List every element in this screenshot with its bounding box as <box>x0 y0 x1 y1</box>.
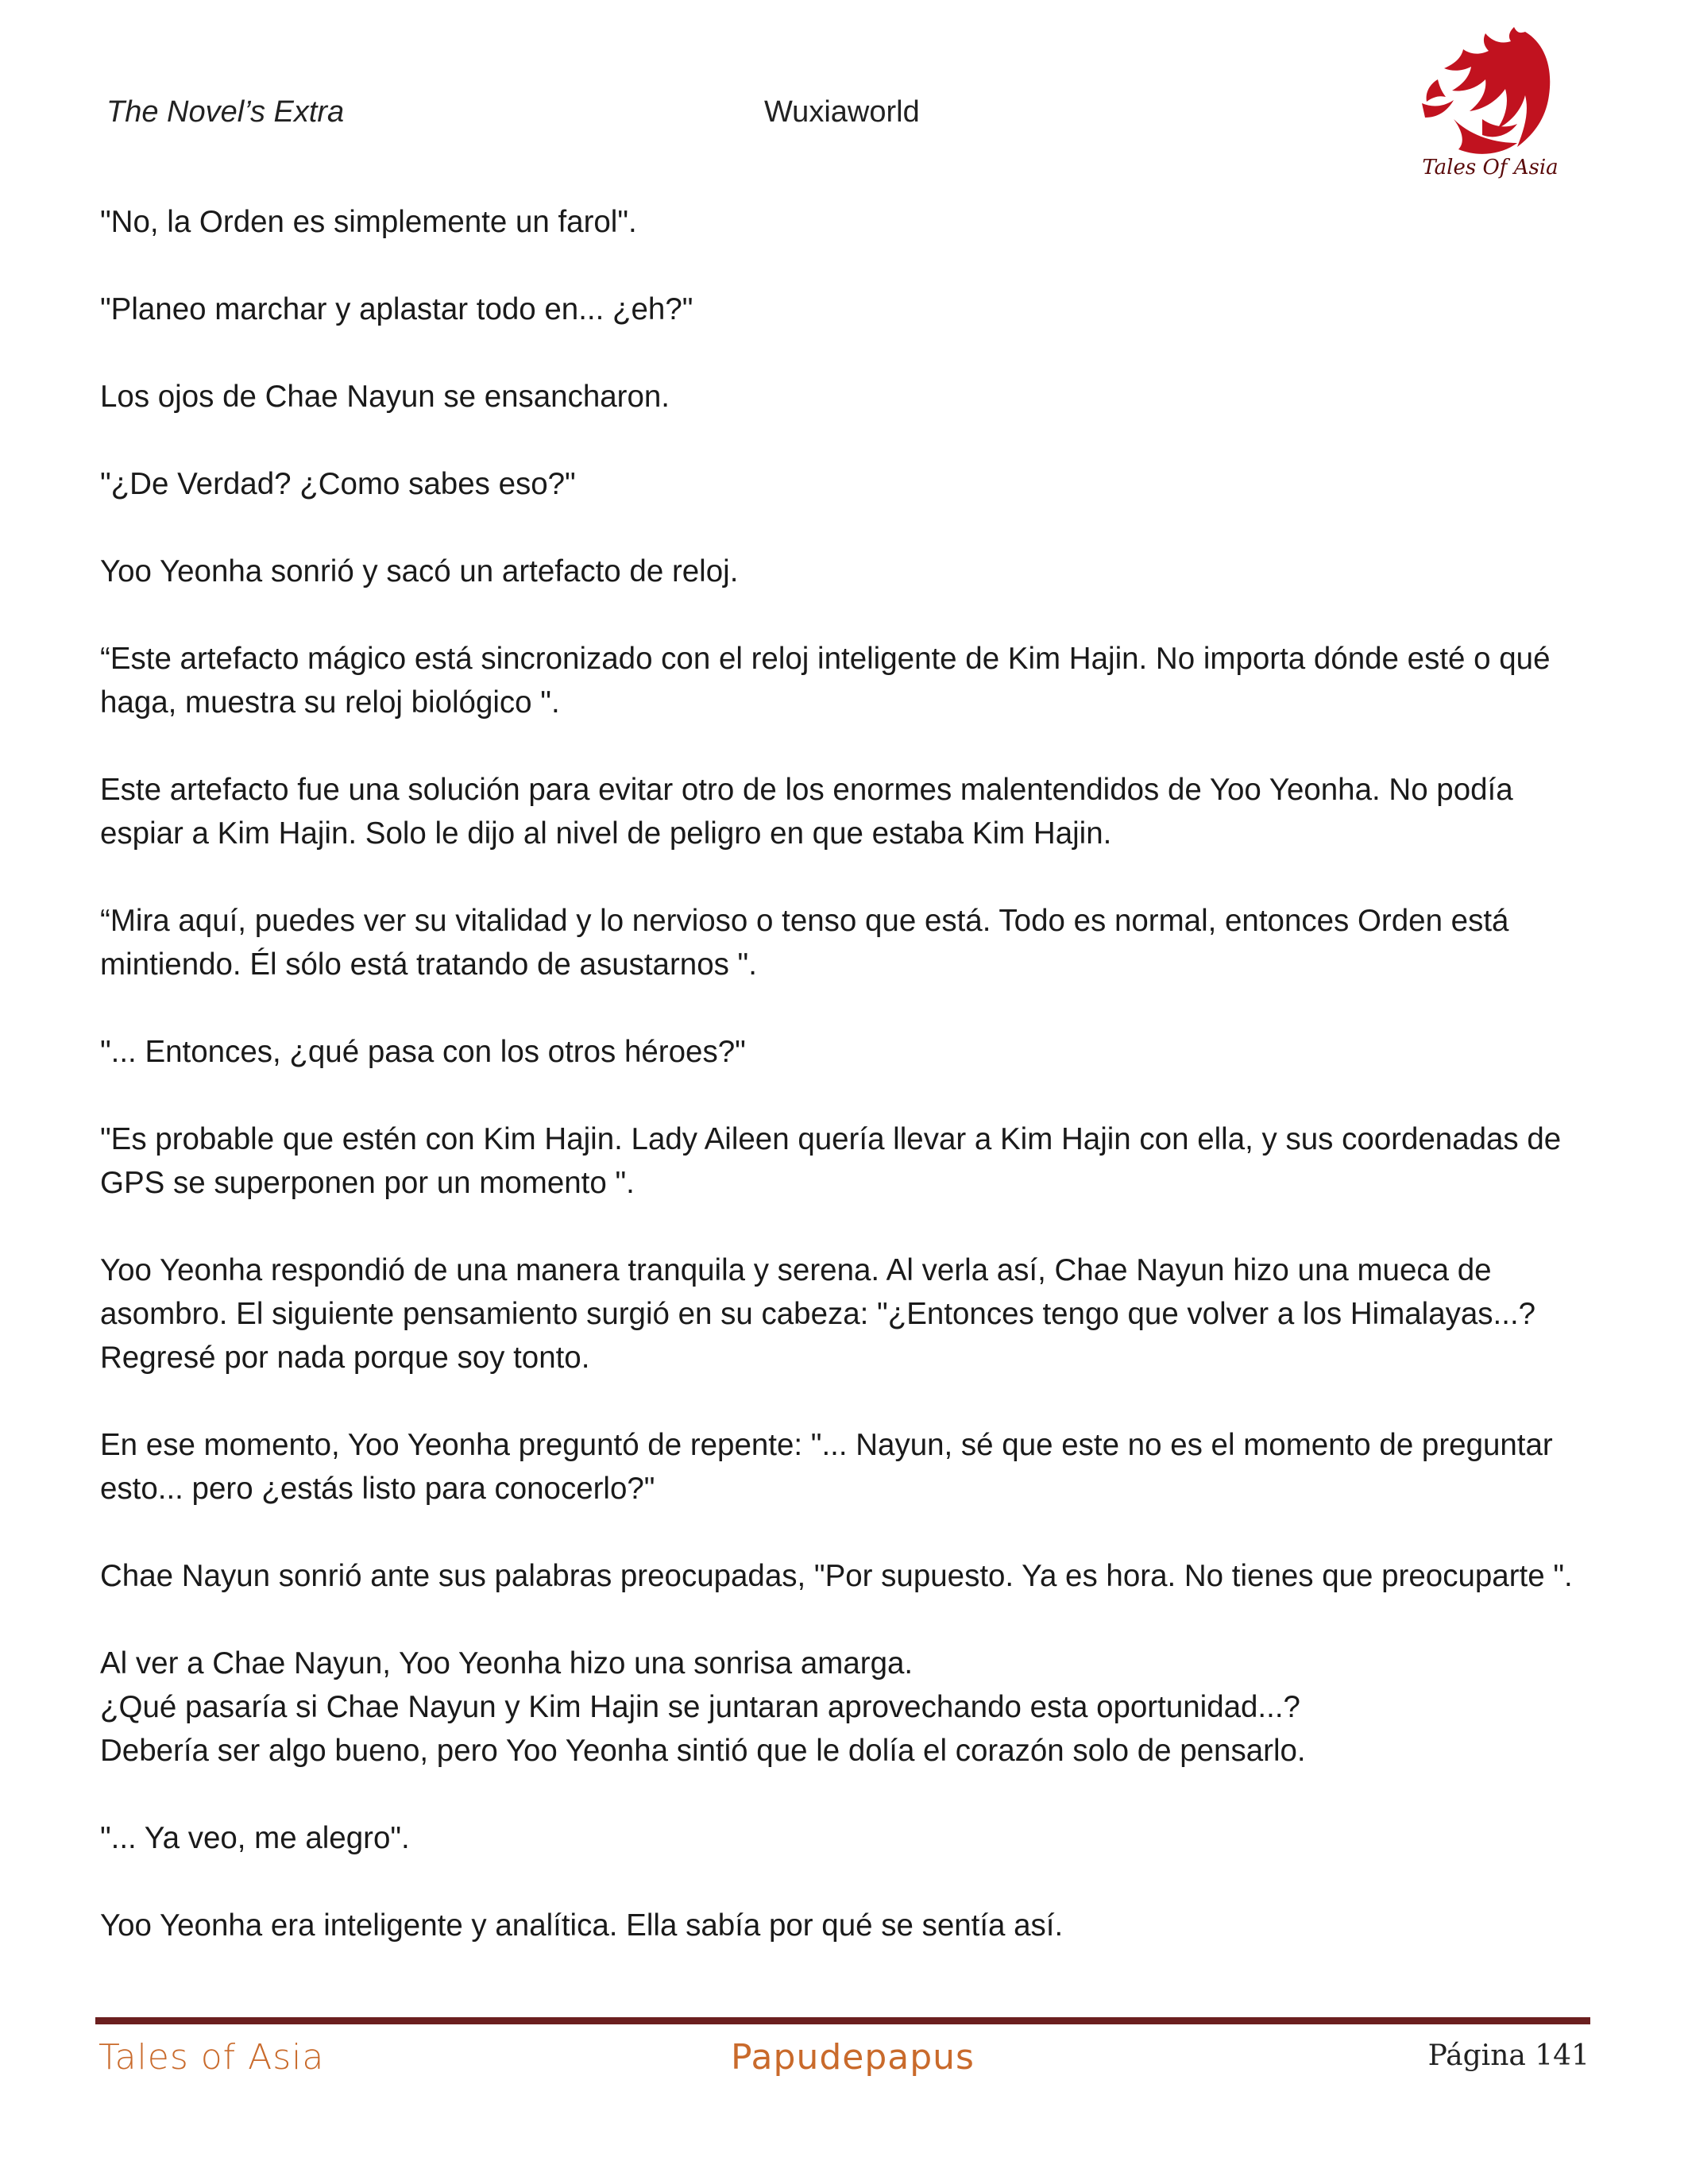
paragraph: Los ojos de Chae Nayun se ensancharon. <box>100 380 670 414</box>
paragraph: “Mira aquí, puedes ver su vitalidad y lo nervioso o tenso que está. Todo es normal, entonces Orden está mintiendo. Él sólo está tratando de asustarnos ". <box>100 904 1509 982</box>
page-number: Página 141 <box>1427 2039 1590 2072</box>
footer-divider <box>95 2017 1590 2024</box>
paragraph: Yoo Yeonha sonrió y sacó un artefacto de reloj. <box>100 554 739 588</box>
paragraph: “Este artefacto mágico está sincronizado con el reloj inteligente de Kim Hajin. No importa dónde esté o qué haga, muestra su reloj biológico ". <box>100 642 1551 720</box>
header-book-title: The Novel’s Extra <box>106 95 345 129</box>
paragraph: "No, la Orden es simplemente un farol". <box>100 205 637 239</box>
footer-left-text: Tales of Asia <box>98 2037 325 2078</box>
paragraph: Al ver a Chae Nayun, Yoo Yeonha hizo una sonrisa amarga. ¿Qué pasaría si Chae Nayun y Kim Hajin se juntaran aprovechando esta oportunidad...? Debería ser algo bueno, pero Yoo Yeonha sintió que le dolía el corazón solo de pensarlo. <box>100 1646 1306 1768</box>
header-site-name: Wuxiaworld <box>764 95 920 129</box>
paragraph: "¿De Verdad? ¿Como sabes eso?" <box>100 467 576 501</box>
document-body <box>100 200 1587 1991</box>
paragraph: Chae Nayun sonrió ante sus palabras preocupadas, "Por supuesto. Ya es hora. No tienes que preocuparte ". <box>100 1559 1573 1593</box>
paragraph: "... Ya veo, me alegro". <box>100 1821 410 1855</box>
paragraph: Este artefacto fue una solución para evitar otro de los enormes malentendidos de Yoo Yeonha. No podía espiar a Kim Hajin. Solo le dijo al nivel de peligro en que estaba Kim Hajin. <box>100 773 1513 851</box>
paragraph: "... Entonces, ¿qué pasa con los otros héroes?" <box>100 1035 746 1069</box>
paragraph: "Planeo marchar y aplastar todo en... ¿eh?" <box>100 292 693 326</box>
paragraph: Yoo Yeonha era inteligente y analítica. Ella sabía por qué se sentía así. <box>100 1908 1064 1943</box>
paragraph: Yoo Yeonha respondió de una manera tranquila y serena. Al verla así, Chae Nayun hizo una mueca de asombro. El siguiente pensamiento surgió en su cabeza: "¿Entonces tengo que volver a los Himalayas...? Regresé por nada porque soy tonto. <box>100 1253 1536 1375</box>
paragraph: En ese momento, Yoo Yeonha preguntó de repente: "... Nayun, sé que este no es el momento de preguntar esto... pero ¿estás listo para conocerlo?" <box>100 1428 1553 1506</box>
paragraph: "Es probable que estén con Kim Hajin. Lady Aileen quería llevar a Kim Hajin con ella, y sus coordenadas de GPS se superponen por un momento ". <box>100 1122 1562 1200</box>
footer-center-text: Papudepapus <box>731 2037 975 2078</box>
logo-text: Tales Of Asia <box>1422 156 1559 179</box>
